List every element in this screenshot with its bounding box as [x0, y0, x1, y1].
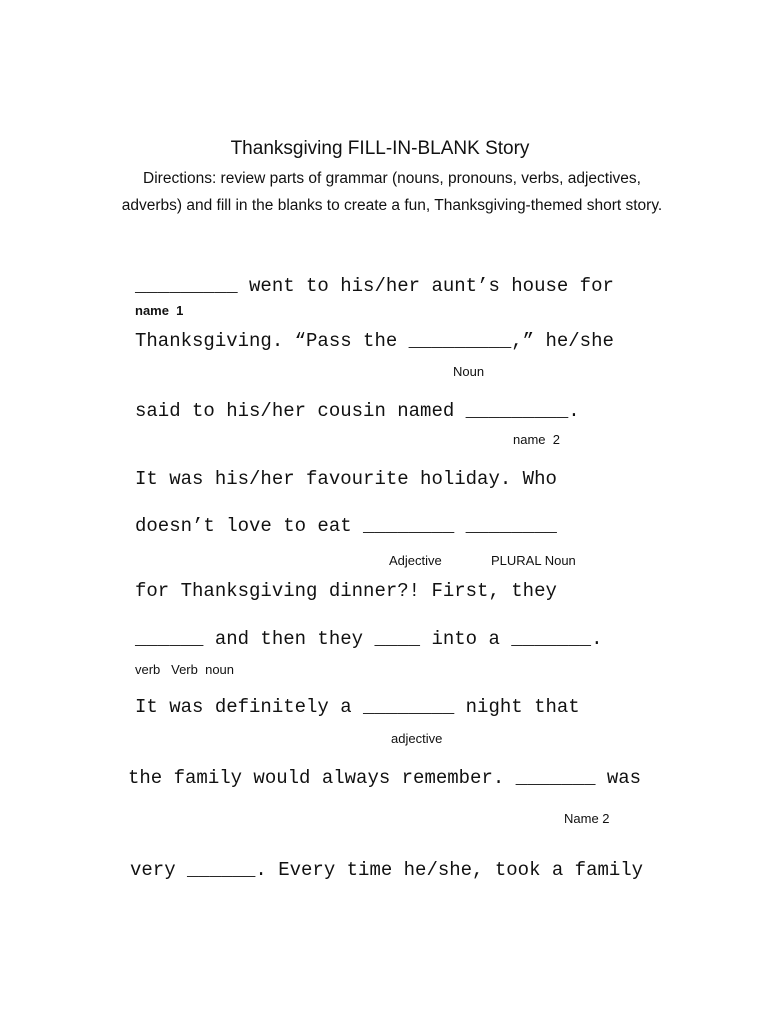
story-line-1: _________ went to his/her aunt’s house for — [135, 275, 614, 297]
blank-label-name-1: name 1 — [135, 303, 184, 318]
story-line-7: ______ and then they ____ into a _______. — [135, 628, 603, 650]
story-line-9: the family would always remember. _______ was — [128, 767, 642, 789]
worksheet-title: Thanksgiving FILL-IN-BLANK Story — [230, 138, 530, 159]
story-line-10: very ______. Every time he/she, took a family — [130, 859, 644, 881]
blank-label-adjective: Adjective — [389, 553, 442, 568]
story-line-6: for Thanksgiving dinner?! First, they — [135, 580, 557, 602]
story-line-4: It was his/her favourite holiday. Who — [135, 468, 557, 490]
blank-label-noun: Noun — [453, 364, 485, 379]
blank-label-adjective-2: adjective — [391, 731, 443, 746]
blank-label-name-2: name 2 — [513, 432, 560, 447]
blank-label-plural-noun: PLURAL Noun — [491, 553, 576, 568]
story-line-8: It was definitely a ________ night that — [135, 696, 580, 718]
story-line-5: doesn’t love to eat ________ ________ — [135, 515, 557, 537]
directions-text: Directions: review parts of grammar (nouns, pronouns, verbs, adjectives, adverbs) and fill in the blanks to create a fun, Thanksgiving-themed short story. — [121, 170, 663, 214]
blank-label-name-2-capital: Name 2 — [564, 811, 610, 826]
story-line-2: Thanksgiving. “Pass the _________,” he/she — [135, 330, 614, 352]
blank-label-verb-verb-noun: verb Verb noun — [135, 662, 235, 677]
story-line-3: said to his/her cousin named _________. — [135, 400, 580, 422]
